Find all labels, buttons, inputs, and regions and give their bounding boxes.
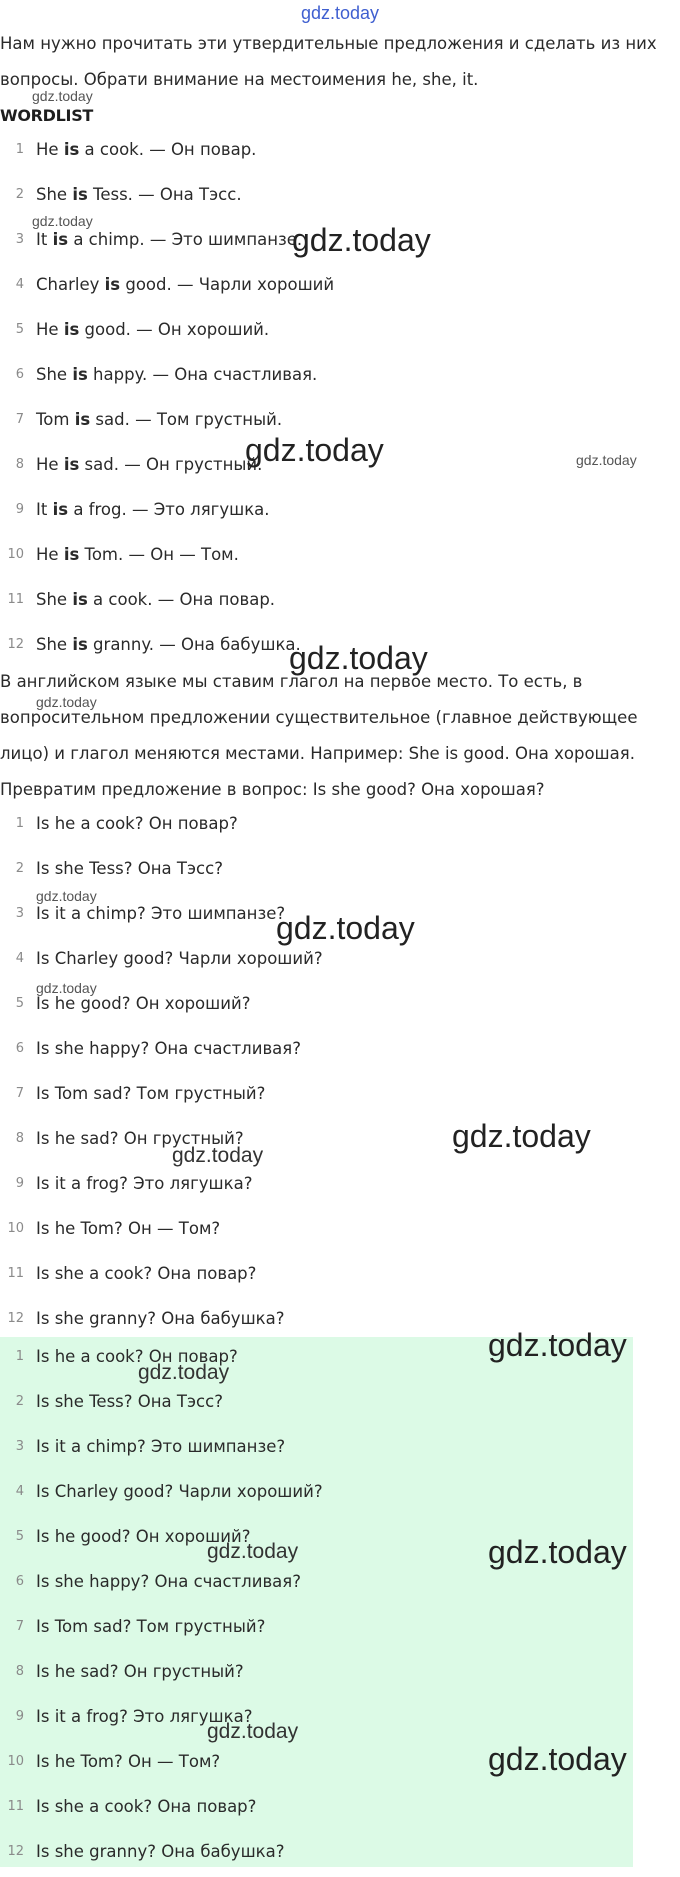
item-number: 10	[7, 547, 24, 562]
item-text: Is he a cook? Он повар?	[36, 814, 238, 833]
subject-text: He	[36, 455, 64, 474]
item-number: 4	[15, 277, 24, 292]
item-number: 12	[7, 1311, 24, 1326]
verb-text: is	[63, 140, 80, 159]
item-number: 5	[15, 996, 24, 1011]
item-text: Is he good? Он хороший?	[36, 1527, 251, 1546]
item-number: 11	[7, 1799, 24, 1814]
list-item	[0, 1652, 680, 1697]
rest-text: good. — Он хороший.	[79, 320, 270, 339]
item-text: Is it a chimp? Это шимпанзе?	[36, 904, 286, 923]
item-number: 12	[7, 637, 24, 652]
item-text	[36, 590, 275, 609]
list-item	[0, 490, 680, 535]
subject-text: She	[36, 365, 73, 384]
item-number: 3	[15, 1439, 24, 1454]
watermark: gdz.today	[36, 888, 97, 904]
item-number: 2	[15, 1394, 24, 1409]
watermark: gdz.today	[488, 1741, 627, 1777]
list-item	[0, 535, 680, 580]
list-item	[0, 1029, 680, 1074]
item-text: Is he Tom? Он — Том?	[36, 1219, 221, 1238]
verb-text: is	[72, 635, 88, 654]
item-text: Is she granny? Она бабушка?	[36, 1842, 285, 1861]
item-number: 9	[15, 502, 24, 517]
item-text: Is she Tess? Она Тэсс?	[36, 1392, 223, 1411]
item-number: 1	[15, 1349, 24, 1364]
list-item	[0, 1697, 680, 1742]
list-item	[0, 1209, 680, 1254]
item-number: 1	[15, 142, 24, 157]
item-text: Is Charley good? Чарли хороший?	[36, 949, 323, 968]
item-number: 9	[15, 1709, 24, 1724]
item-text: Is he sad? Он грустный?	[36, 1662, 244, 1681]
item-number: 4	[15, 1484, 24, 1499]
list-item	[0, 1074, 680, 1119]
list-item	[0, 1832, 680, 1877]
watermark: gdz.today	[32, 213, 93, 229]
item-text: Is he good? Он хороший?	[36, 994, 251, 1013]
subject-text: She	[36, 590, 73, 609]
rest-text: happy. — Она счастливая.	[87, 365, 318, 384]
item-text: Is she a cook? Она повар?	[36, 1797, 257, 1816]
watermark: gdz.today	[138, 1361, 230, 1384]
list-item	[0, 175, 680, 220]
item-text	[36, 365, 317, 384]
item-text: Is she happy? Она счастливая?	[36, 1572, 301, 1591]
rest-text: sad. — Том грустный.	[90, 410, 283, 429]
answers-list	[0, 1337, 680, 1877]
subject-text: Tom	[36, 410, 75, 429]
item-text: Is he a cook? Он повар?	[36, 1347, 238, 1366]
item-text	[36, 455, 262, 474]
verb-text: is	[52, 500, 69, 519]
item-number: 7	[15, 1086, 24, 1101]
watermark: gdz.today	[32, 88, 93, 104]
site-logo: gdz.today	[300, 3, 380, 23]
item-text: Is he Tom? Он — Том?	[36, 1752, 221, 1771]
watermark: gdz.today	[292, 222, 431, 258]
item-text: Is it a frog? Это лягушка?	[36, 1707, 253, 1726]
watermark: gdz.today	[576, 452, 637, 468]
item-text	[36, 140, 256, 159]
watermark: gdz.today	[289, 640, 428, 676]
intro-text: Нам нужно прочитать эти утвердительные предложения и сделать из них вопросы. Обрати внимание на местоимения he, she, it.	[0, 34, 657, 89]
rest-text: granny. — Она бабушка.	[87, 635, 301, 654]
item-number: 8	[15, 457, 24, 472]
verb-text: is	[63, 545, 80, 564]
subject-text: It	[36, 500, 53, 519]
item-text: Is she granny? Она бабушка?	[36, 1309, 285, 1328]
item-text: Is it a frog? Это лягушка?	[36, 1174, 253, 1193]
item-text: Is she happy? Она счастливая?	[36, 1039, 301, 1058]
item-number: 4	[15, 951, 24, 966]
subject-text: He	[36, 545, 64, 564]
list-item	[0, 1427, 680, 1472]
verb-text: is	[104, 275, 121, 294]
rest-text: Tess. — Она Тэсс.	[87, 185, 242, 204]
verb-text: is	[72, 185, 88, 204]
item-text	[36, 230, 302, 249]
watermark: gdz.today	[36, 694, 97, 710]
watermark: gdz.today	[488, 1534, 627, 1570]
item-text: Is she a cook? Она повар?	[36, 1264, 257, 1283]
item-number: 5	[15, 1529, 24, 1544]
list-item	[0, 1164, 680, 1209]
item-number: 6	[15, 1574, 24, 1589]
item-number: 7	[15, 1619, 24, 1634]
verb-text: is	[63, 320, 80, 339]
item-number: 11	[7, 592, 24, 607]
item-number: 10	[7, 1754, 24, 1769]
item-number: 6	[15, 1041, 24, 1056]
subject-text: She	[36, 185, 73, 204]
explanation-text: В английском языке мы ставим глагол на первое место. То есть, в вопросительном предложении существительное (главное действующее лицо) и глагол меняются местами. Например: She is good. Она хорошая. Превратим предложение в вопрос: Is she good? Она хорошая?	[0, 672, 638, 799]
item-text	[36, 545, 239, 564]
item-text: Is Charley good? Чарли хороший?	[36, 1482, 323, 1501]
item-text	[36, 410, 282, 429]
list-item	[0, 310, 680, 355]
verb-text: is	[72, 365, 88, 384]
list-item	[0, 265, 680, 310]
list-item	[0, 804, 680, 849]
wordlist-heading: WORDLIST	[0, 106, 94, 125]
list-item	[0, 355, 680, 400]
item-number: 7	[15, 412, 24, 427]
item-text	[36, 500, 270, 519]
watermark: gdz.today	[276, 910, 415, 946]
list-item	[0, 1254, 680, 1299]
item-text: Is Tom sad? Том грустный?	[36, 1084, 266, 1103]
rest-text: good. — Чарли хороший	[120, 275, 335, 294]
list-item	[0, 1472, 680, 1517]
item-number: 3	[15, 232, 24, 247]
list-item	[0, 1787, 680, 1832]
statements-list	[0, 130, 680, 670]
item-number: 10	[7, 1221, 24, 1236]
item-text	[36, 320, 269, 339]
questions-list	[0, 804, 680, 1344]
rest-text: a cook. — Он повар.	[79, 140, 257, 159]
rest-text: a chimp. — Это шимпанзе.	[68, 230, 303, 249]
item-number: 2	[15, 861, 24, 876]
item-number: 1	[15, 816, 24, 831]
item-number: 12	[7, 1844, 24, 1859]
watermark: gdz.today	[452, 1118, 591, 1154]
watermark: gdz.today	[36, 980, 97, 996]
list-item	[0, 580, 680, 625]
subject-text: She	[36, 635, 73, 654]
item-number: 2	[15, 187, 24, 202]
subject-text: He	[36, 140, 64, 159]
item-text: Is he sad? Он грустный?	[36, 1129, 244, 1148]
watermark: gdz.today	[488, 1327, 627, 1363]
subject-text: Charley	[36, 275, 105, 294]
subject-text: He	[36, 320, 64, 339]
item-text: Is Tom sad? Том грустный?	[36, 1617, 266, 1636]
item-number: 11	[7, 1266, 24, 1281]
item-text	[36, 635, 301, 654]
item-number: 3	[15, 906, 24, 921]
rest-text: Tom. — Он — Том.	[79, 545, 239, 564]
watermark: gdz.today	[207, 1540, 299, 1563]
item-number: 5	[15, 322, 24, 337]
rest-text: sad. — Он грустный.	[79, 455, 263, 474]
watermark: gdz.today	[172, 1144, 264, 1167]
verb-text: is	[74, 410, 91, 429]
subject-text: It	[36, 230, 53, 249]
list-item	[0, 849, 680, 894]
item-text: Is she Tess? Она Тэсс?	[36, 859, 223, 878]
list-item	[0, 130, 680, 175]
item-text	[36, 185, 242, 204]
list-item	[0, 1382, 680, 1427]
item-text: Is it a chimp? Это шимпанзе?	[36, 1437, 286, 1456]
verb-text: is	[72, 590, 88, 609]
rest-text: a cook. — Она повар.	[87, 590, 276, 609]
item-number: 6	[15, 367, 24, 382]
item-number: 9	[15, 1176, 24, 1191]
verb-text: is	[63, 455, 80, 474]
list-item	[0, 984, 680, 1029]
item-number: 8	[15, 1664, 24, 1679]
item-text	[36, 275, 334, 294]
list-item	[0, 1607, 680, 1652]
watermark: gdz.today	[207, 1720, 299, 1743]
verb-text: is	[52, 230, 69, 249]
rest-text: a frog. — Это лягушка.	[68, 500, 270, 519]
item-number: 8	[15, 1131, 24, 1146]
watermark: gdz.today	[245, 432, 384, 468]
